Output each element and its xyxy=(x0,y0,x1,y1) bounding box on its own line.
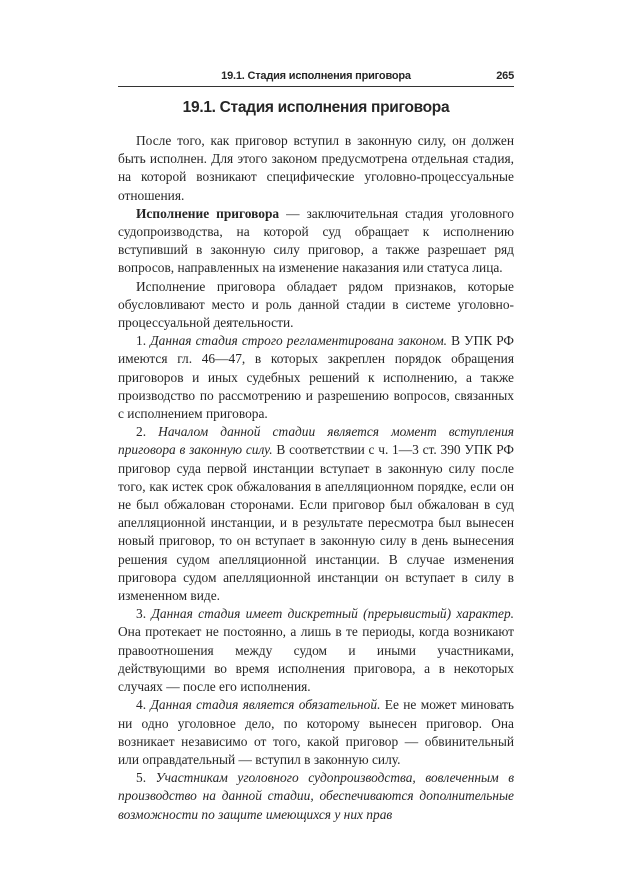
section-title: 19.1. Стадия исполнения приговора xyxy=(182,99,450,116)
item-lead: Данная стадия имеет дискретный (прерывистый) характер. xyxy=(151,606,514,622)
defined-term: Исполнение приговора xyxy=(136,205,280,221)
list-item xyxy=(118,423,514,605)
paragraph xyxy=(118,205,514,278)
item-text: Она протекает не постоянно, а лишь в те периоды, когда возникают правоотношения между судом и иными участниками, действующими во время исполнения приговора, а в некоторых случаях — после его исполнения. xyxy=(118,624,514,695)
item-text: В соответствии с ч. 1—3 ст. 390 УПК РФ приговор суда первой инстанции вступает в законную силу после того, как истек срок обжалования в апелляционном порядке, если он не был обжалован сторонами. Если приговор был обжалован в суд апелляционной инстанции, и в результате пересмотра был вынесен новый приговор, то он вступает в законную силу в день вынесения решения судом апелляционной инстанции. В случае изменения приговора судом апелляционной инстанции он вступает в силу в измененном виде. xyxy=(118,442,514,604)
item-lead: Данная стадия является обязательной. xyxy=(150,697,381,713)
item-text: Ее не может миновать ни одно уголовное дело, по которому вынесен приговор. Она возникает независимо от того, какой приговор — обвинительный или оправдательный — вступил в законную силу. xyxy=(118,697,515,767)
item-lead: Участникам уголовного судопроизводства, вовлеченным в производство на данной стадии, обеспечиваются дополнительные возможности по защите имеющихся у них прав xyxy=(118,770,515,822)
item-number: 5. xyxy=(136,770,156,786)
paragraph-text: После того, как приговор вступил в законную силу, он должен быть исполнен. Для этого законом предусмотрена отдельная стадия, на которой возникают специфические уголовно-процессуальные отношения. xyxy=(118,133,514,203)
item-number: 3. xyxy=(136,606,152,622)
item-lead: Данная стадия строго регламентирована законом. xyxy=(150,333,447,349)
body-text xyxy=(118,132,514,824)
item-number: 2. xyxy=(136,424,159,440)
item-number: 1. xyxy=(136,333,151,349)
item-number: 4. xyxy=(136,697,151,713)
paragraph-text: Исполнение приговора обладает рядом признаков, которые обусловливают место и роль данной стадии в системе уголовно-процессуальной деятельности. xyxy=(118,278,514,331)
list-item xyxy=(118,332,514,423)
list-item xyxy=(118,769,514,824)
list-item xyxy=(118,605,514,696)
item-lead: Началом данной стадии является момент вступления приговора в законную силу. xyxy=(118,424,515,458)
paragraph xyxy=(118,278,514,333)
running-head xyxy=(118,66,514,87)
item-text: В УПК РФ имеются гл. 46—47, в которых закреплен порядок обращения приговоров и иных судебных решений к исполнению, а также производство по рассмотрению и разрешению вопросов, связанных с исполнением приговора. xyxy=(118,333,514,422)
list-item xyxy=(118,696,514,769)
running-head-title: 19.1. Стадия исполнения приговора xyxy=(221,70,411,82)
paragraph-text: — заключительная стадия уголовного судопроизводства, на которой суд обращает к исполнению вступивший в законную силу приговор, а также разрешает ряд вопросов, направленных на изменение наказания или статуса лица. xyxy=(118,205,514,276)
paragraph xyxy=(118,132,514,205)
page-number: 265 xyxy=(496,70,514,82)
